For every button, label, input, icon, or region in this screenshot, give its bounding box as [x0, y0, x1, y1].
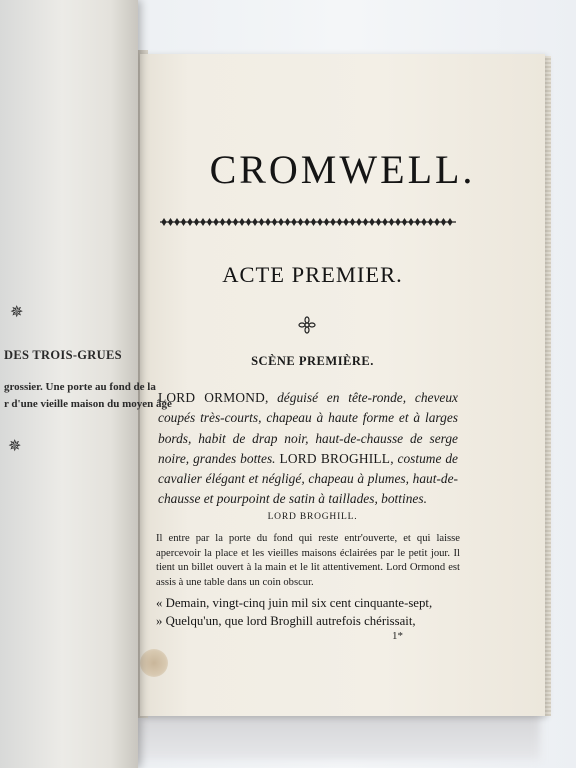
act-heading: ACTE PREMIER. — [222, 262, 403, 287]
left-page — [0, 0, 172, 768]
page-edges — [545, 56, 551, 716]
signature-mark: 1* — [392, 630, 403, 642]
star-ornament-icon: ✵ — [8, 438, 22, 455]
paper-stain — [140, 649, 168, 677]
stage-note: Il entre par la porte du fond qui reste entr'ouverte, et qui laisse apercevoir la place et les vieilles maisons éclairées par le petit jour. Il tient un billet ouvert à la main et le lit attentivement. Lord Ormond est assis à une table dans un coin obscur. — [156, 533, 460, 588]
left-text-line-2: r d'une vieille maison du moyen âge — [4, 398, 172, 410]
verse-line-2: » Quelqu'un, que lord Broghill autrefois chérissait, — [156, 614, 416, 628]
ormond-description: déguisé en tête-ronde, cheveux coupés très-courts, chapeau à haute forme et à larges bords, habit de drap noir, haut-de-chausse de serge noire, grandes bottes. — [158, 390, 458, 466]
left-heading: DES TROIS-GRUES — [4, 348, 122, 362]
ornamental-rule — [158, 216, 458, 228]
play-title: CROMWELL. — [209, 147, 476, 192]
stage-directions: LORD ORMOND, déguisé en tête-ronde, cheveux coupés très-courts, chapeau à haute forme et à larges bords, habit de drap noir, haut-de-chausse de serge noire, grandes bottes. LORD BROGHILL, costume de cavalier élégant et négligé, chapeau à plumes, haut-de-chausse et pourpoint de satin à taillades, bottines. — [158, 390, 458, 507]
character-name-broghill: LORD BROGHILL — [279, 450, 391, 466]
left-text-line-1: grossier. Une porte au fond de la — [4, 381, 156, 393]
speaker-label: LORD BROGHILL. — [267, 512, 358, 522]
verse-line-1: « Demain, vingt-cinq juin mil six cent cinquante-sept, — [156, 596, 433, 610]
broghill-description: costume de cavalier élégant et négligé, chapeau à plumes, haut-de-chausse et pourpoint de satin à taillades, bottines. — [158, 450, 458, 507]
star-ornament-icon: ✵ — [10, 304, 24, 321]
character-name-ormond: LORD ORMOND — [158, 390, 265, 405]
flower-ornament-icon — [298, 316, 316, 334]
scene-heading: SCÈNE PREMIÈRE. — [251, 354, 374, 368]
right-page — [140, 54, 545, 716]
